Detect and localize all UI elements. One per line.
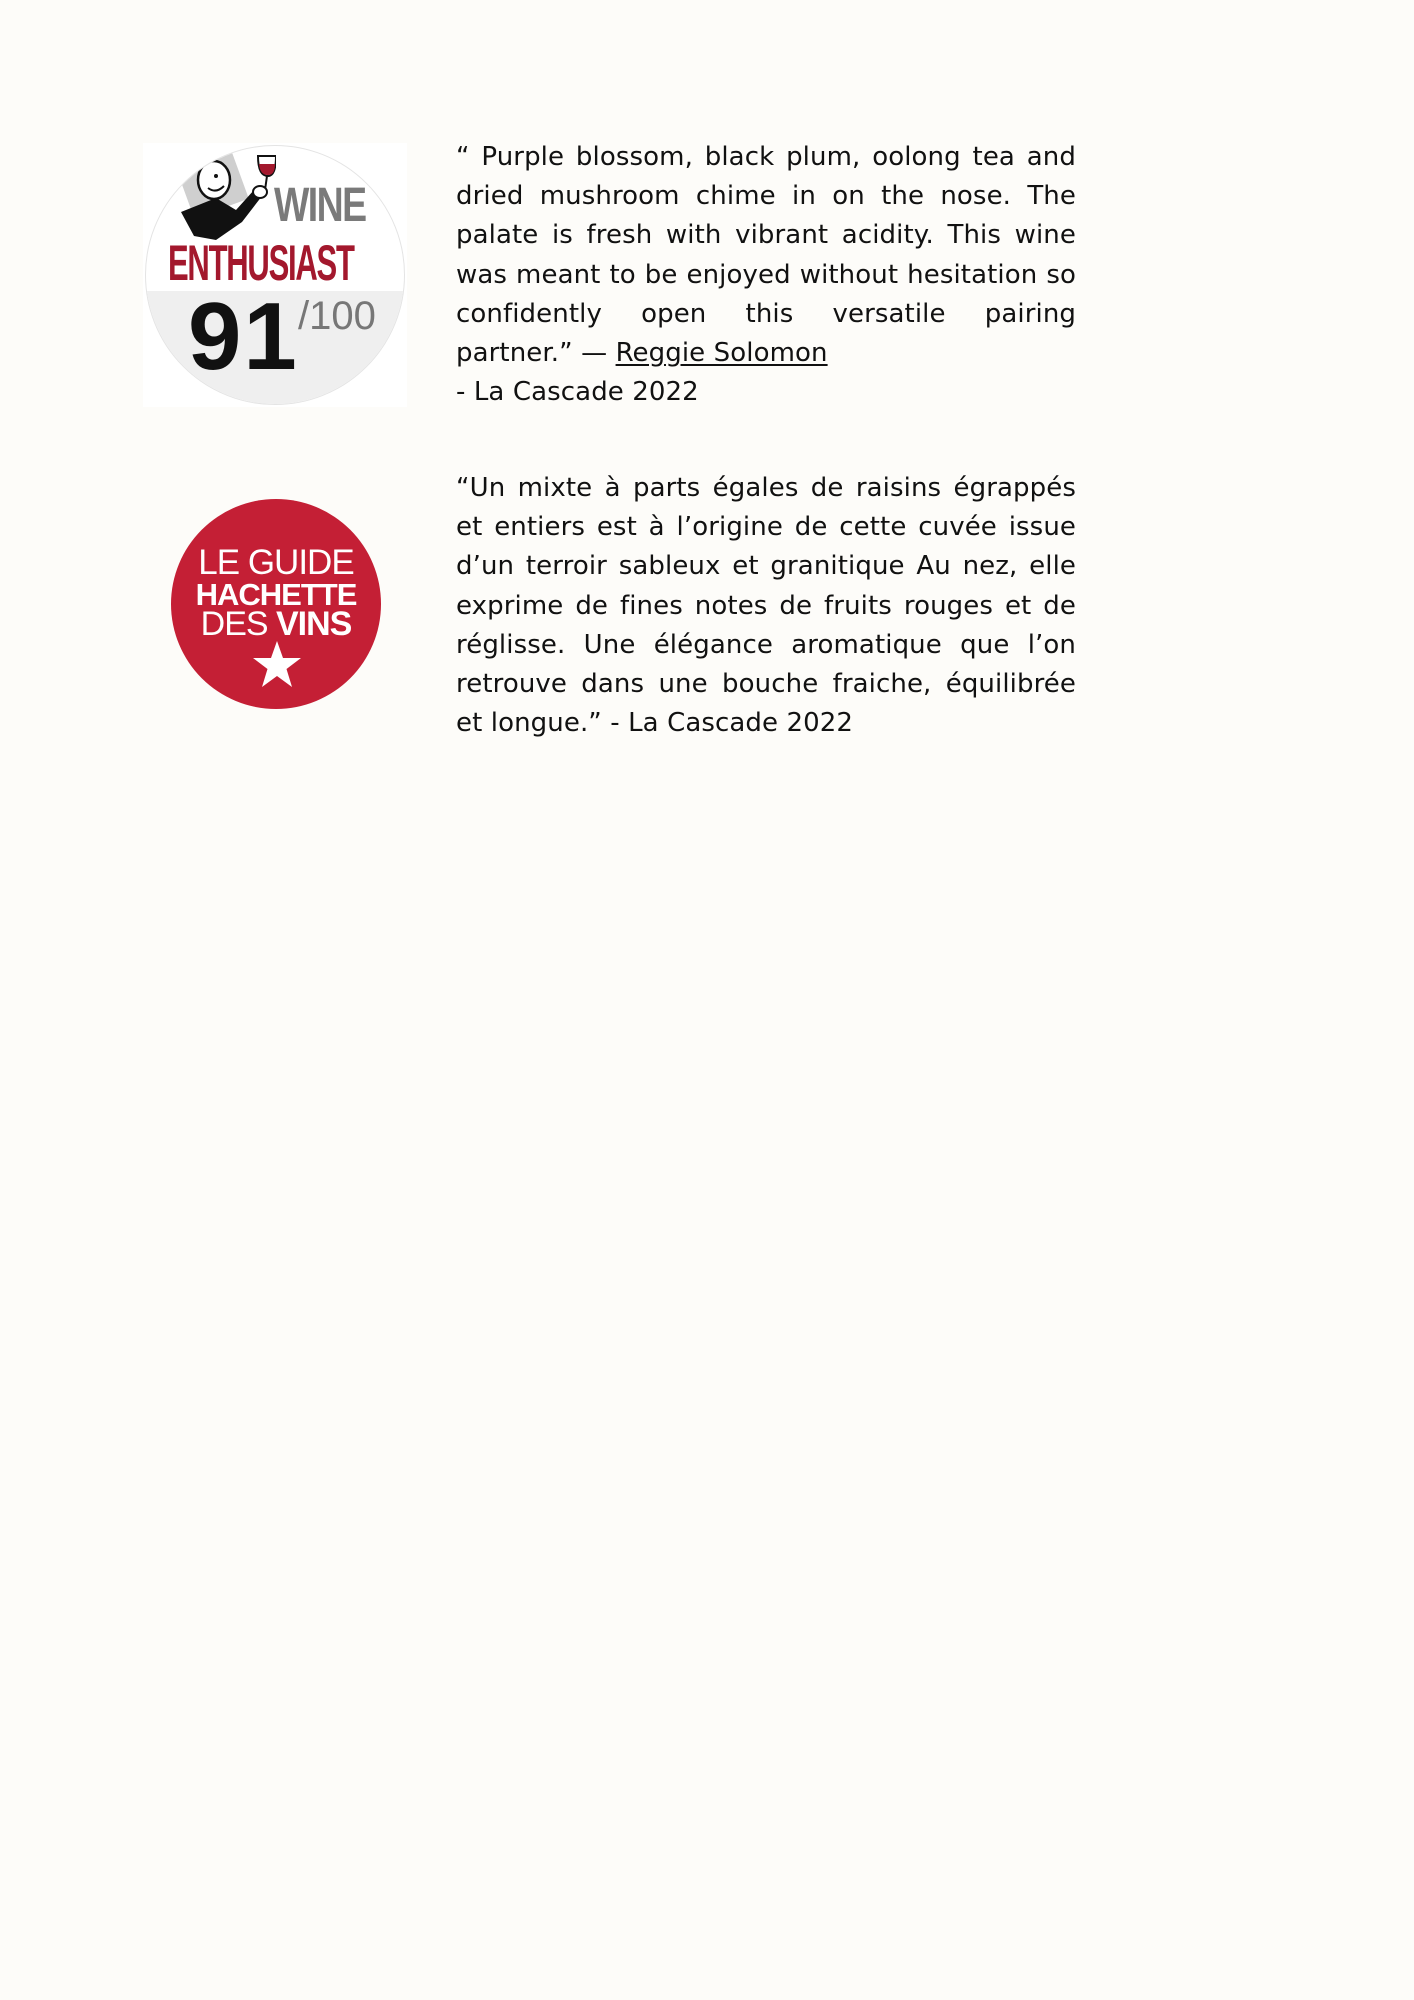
logo-text-des: DES (200, 605, 276, 643)
rating-score: 91 (188, 283, 299, 390)
reviewer-link[interactable]: Reggie Solomon (615, 338, 828, 369)
review-quote (456, 138, 1076, 412)
quote-text: “Un mixte à parts égales de raisins égrappés et entiers est à l’origine de cette cuvée issue d’un terroir sableux et granitique Au nez, elle exprime de fines notes de fruits rouges et de réglisse. Une élégance aromatique que l’on retrouve dans une bouche fraiche, équilibrée et longue.” - La Cascade 2022 (456, 473, 1076, 739)
guide-hachette-badge (171, 499, 381, 709)
sommelier-mascot-icon (176, 150, 276, 240)
logo-text-des-vins (171, 607, 381, 641)
wine-enthusiast-circle (145, 145, 405, 405)
logo-text-le-guide: LE GUIDE (198, 543, 354, 582)
rating-scale: /100 (298, 294, 376, 338)
logo-text-hachette: HACHETTE (195, 577, 357, 612)
quote-text: “ Purple blossom, black plum, oolong tea and dried mushroom chime in on the nose. The palate is fresh with vibrant acidity. This wine was meant to be enjoyed without hesitation so confidently open this versatile pairing partner.” — (456, 142, 1076, 369)
wine-enthusiast-badge (143, 143, 407, 407)
logo-text-enthusiast: ENTHUSIAST (168, 235, 354, 291)
logo-text-wine: WINE (274, 179, 366, 232)
wine-label: - La Cascade 2022 (456, 377, 699, 408)
review-quote (456, 469, 1076, 743)
star-icon (251, 639, 303, 691)
logo-text-vins: VINS (276, 605, 352, 643)
